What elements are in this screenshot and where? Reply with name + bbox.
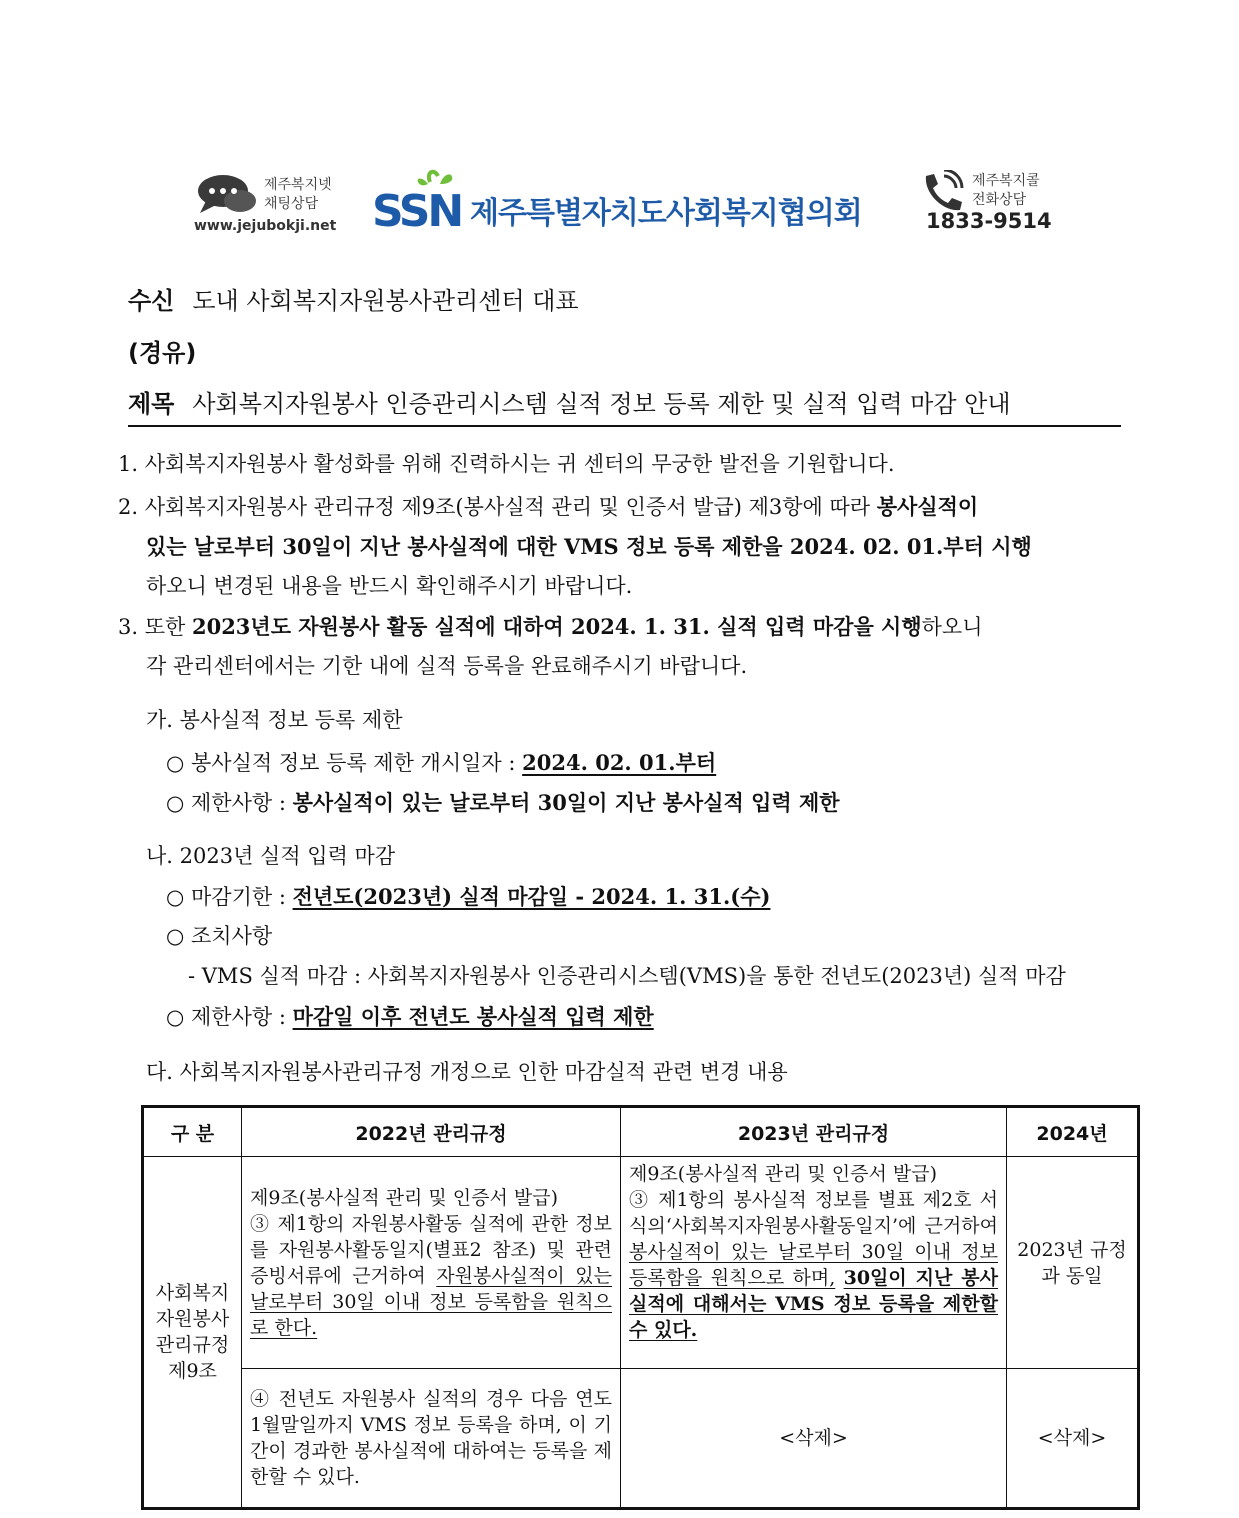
chat-label-line2: 채팅상담 xyxy=(264,196,319,212)
col-header-2022: 2022년 관리규정 xyxy=(242,1107,621,1157)
ssn-logo xyxy=(372,168,464,232)
cell-2024-item4: <삭제> xyxy=(1007,1369,1139,1509)
regulation-comparison-table xyxy=(141,1105,1140,1510)
ga-restriction-value: 봉사실적이 있는 날로부터 30일이 지난 봉사실적 입력 제한 xyxy=(292,790,840,815)
ga-start-value: 2024. 02. 01.부터 xyxy=(522,750,717,775)
subject-key: 제목 xyxy=(128,390,175,418)
cell-2023-item4: <삭제> xyxy=(621,1369,1007,1509)
cell-2023-text: ③ 제1항의 봉사실적 정보를 별표 제2호 서식의‘사회복지자원봉사활동일지’에 근거하여 xyxy=(629,1189,998,1237)
ga-restriction-label: ○ 제한사항 : xyxy=(166,791,293,815)
table-row xyxy=(143,1369,1139,1509)
cell-2023-emphasis: 30일이 지난 봉사실적에 대해서는 VMS 정보 등록을 제한할 수 있다. xyxy=(629,1267,998,1341)
na-item-actions: ○ 조치사항 xyxy=(166,924,273,948)
phone-consult-label xyxy=(972,172,1040,210)
paragraph-3-line2: 각 관리센터에서는 기한 내에 실적 등록을 완료해주시기 바랍니다. xyxy=(146,654,748,678)
row-label-cell: 사회복지 자원봉사 관리규정 제9조 xyxy=(143,1157,242,1509)
p2-emphasis: 봉사실적이 xyxy=(876,494,979,519)
subject-line xyxy=(128,384,1011,419)
chat-bubble-icon xyxy=(196,173,258,219)
section-da-title: 다. 사회복지자원봉사관리규정 개정으로 인한 마감실적 관련 변경 내용 xyxy=(146,1060,788,1084)
na-deadline-label: ○ 마감기한 : xyxy=(166,885,293,909)
na-restriction-value: 마감일 이후 전년도 봉사실적 입력 제한 xyxy=(292,1004,654,1029)
ssn-logo-text: SSN xyxy=(372,186,462,232)
cell-2023-body xyxy=(629,1187,998,1343)
paragraph-3-line1 xyxy=(118,614,983,640)
subject-value: 사회복지자원봉사 인증관리시스템 실적 정보 등록 제한 및 실적 입력 마감 안내 xyxy=(192,390,1011,418)
cell-2022-item3 xyxy=(242,1157,621,1369)
title-divider xyxy=(128,425,1121,427)
cell-2023-underlined: 봉사실적이 있는 날로부터 30일 이내 정보 등록함을 원칙으로 하며, xyxy=(629,1241,998,1289)
cell-2022-underlined: 자원봉사실적이 있는 날로부터 30일 이내 정보 등록함을 원칙으로 한다. xyxy=(250,1264,612,1339)
p3-emphasis: 2023년도 자원봉사 활동 실적에 대하여 2024. 1. 31. 실적 입력 마감을 시행 xyxy=(191,614,922,639)
paragraph-2-line2: 있는 날로부터 30일이 지난 봉사실적에 대한 VMS 정보 등록 제한을 2024. 02. 01.부터 시행 xyxy=(146,534,1032,559)
recipient-line xyxy=(128,281,579,316)
col-header-category: 구 분 xyxy=(143,1107,242,1157)
na-item-restriction xyxy=(166,1004,654,1030)
ga-item-start-date xyxy=(166,750,716,776)
na-item-deadline xyxy=(166,884,770,910)
cell-2024-item3: 2023년 규정과 동일 xyxy=(1007,1157,1139,1369)
ga-item-restriction xyxy=(166,790,840,816)
phone-number: 1833-9514 xyxy=(926,209,1052,233)
recipient-key: 수신 xyxy=(128,287,175,315)
paragraph-2-line1 xyxy=(118,494,978,520)
section-na-title: 나. 2023년 실적 입력 마감 xyxy=(146,844,396,868)
paragraph-1: 1. 사회복지자원봉사 활성화를 위해 진력하시는 귀 센터의 무궁한 발전을 기원합니다. xyxy=(118,452,895,476)
p2-text: 2. 사회복지자원봉사 관리규정 제9조(봉사실적 관리 및 인증서 발급) 제3항에 따라 xyxy=(118,495,877,519)
cell-2023-space xyxy=(835,1267,843,1289)
cell-2022-title: 제9조(봉사실적 관리 및 인증서 발급) xyxy=(250,1186,559,1209)
col-header-2024: 2024년 xyxy=(1007,1107,1139,1157)
section-ga-title: 가. 봉사실적 정보 등록 제한 xyxy=(146,708,403,732)
cell-2023-item3 xyxy=(621,1157,1007,1369)
table-header-row xyxy=(143,1107,1139,1157)
organization-name: 제주특별자치도사회복지협의회 xyxy=(470,196,862,231)
chat-label-line1: 제주복지넷 xyxy=(264,177,332,193)
ga-start-label: ○ 봉사실적 정보 등록 제한 개시일자 : xyxy=(166,751,523,775)
phone-label-line2: 전화상담 xyxy=(972,192,1027,208)
cell-2022-item4: ④ 전년도 자원봉사 실적의 경우 다음 연도 1월말일까지 VMS 정보 등록을 하며, 이 기간이 경과한 봉사실적에 대하여는 등록을 제한할 수 있다. xyxy=(242,1369,621,1509)
p3-text: 3. 또한 xyxy=(118,615,192,639)
na-action-vms: - VMS 실적 마감 : 사회복지자원봉사 인증관리시스템(VMS)을 통한 전년도(2023년) 실적 마감 xyxy=(188,964,1066,988)
paragraph-2-line3: 하오니 변경된 내용을 반드시 확인해주시기 바랍니다. xyxy=(146,574,633,598)
col-header-2023: 2023년 관리규정 xyxy=(621,1107,1007,1157)
chat-consult-label xyxy=(264,176,354,214)
recipient-value: 도내 사회복지자원봉사관리센터 대표 xyxy=(192,287,579,315)
phone-label-line1: 제주복지콜 xyxy=(972,173,1040,189)
table-row xyxy=(143,1157,1139,1369)
na-deadline-value: 전년도(2023년) 실적 마감일 - 2024. 1. 31.(수) xyxy=(292,884,771,909)
na-restriction-label: ○ 제한사항 : xyxy=(166,1005,293,1029)
phone-icon xyxy=(918,170,968,214)
cell-2022-body xyxy=(250,1211,612,1341)
cell-2023-title: 제9조(봉사실적 관리 및 인증서 발급) xyxy=(629,1163,938,1185)
via-line xyxy=(128,333,214,368)
chat-url-link[interactable]: www.jejubokji.net xyxy=(194,218,337,234)
via-key: (경유) xyxy=(128,339,197,367)
p3-tail: 하오니 xyxy=(921,615,983,639)
cell-2022-text: ③ 제1항의 자원봉사활동 실적에 관한 정보를 자원봉사활동일지(별표2 참조) 및 관련 증빙서류에 근거하여 xyxy=(250,1212,612,1287)
